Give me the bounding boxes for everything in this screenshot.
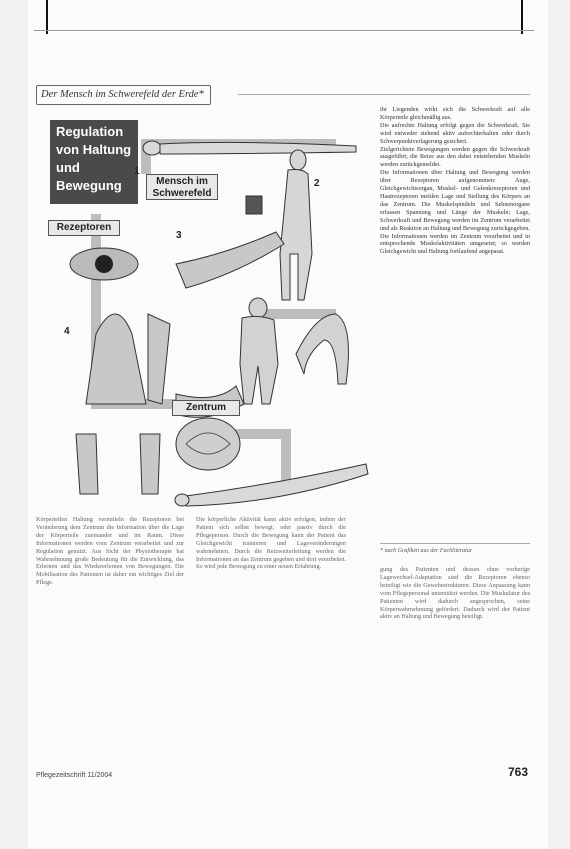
body-column-left: Körperteilen Haltung vermitteln die Rezeptoren bei Veränderung dem Zentrum die Information über die Lage der Körperteile zueinander und im Raum. Diese Informationen werden vom Zentrum verarbeitet und zur Regulation genutzt. Aus Sicht der Physiotherapie hat Wahrnehmung große Bedeutung für die Entwicklung, das Erlernen und das Wiedererlernen von Bewegungen. Die Mobilisation des Patienten ist daher ein wichtiges Ziel der Pflege. bbox=[36, 516, 184, 587]
body-column-middle: Die körperliche Aktivität kann aktiv erfolgen, indem der Patient sich selbst bewegt, oder passiv durch die Pflegeperson. Durch die Bewegung kann der Patient das Gleichgewicht trainieren und Lageveränderungen wahrnehmen. Durch die Reizweiterleitung werden die Informationen an das Zentrum gegeben und dort verarbeitet. So wird jede Bewegung zu einer neuen Erfahrung. bbox=[196, 516, 346, 571]
footnote-rule bbox=[380, 543, 530, 544]
figure-footnote: * nach Grafiken aus der Fachliteratur bbox=[380, 548, 473, 554]
center-box: Zentrum bbox=[172, 400, 240, 416]
legend-item: Die Informationen über Haltung und Bewegung werden über Rezeptoren aufgenommen: Auge, Gleichgewichtsorgan, Muskel- und Gelenkrezeptoren und Hautrezeptoren melden Lage und Stellung des Körpers an das Zentrum. Die Muskelspindeln und Sehnenorgane erfassen Spannung und Länge der Muskeln; Lage, Schwerkraft und Bewegung werden im Zentrum verarbeitet und als Reaktion an Haltung und Bewegung zurückgegeben. bbox=[380, 169, 530, 232]
legend-item: Die Informationen werden im Zentrum verarbeitet und in entsprechende Muskelaktivitäten umgesetzt; so werden Gleichgewicht und Haltung fortlaufend angepasst. bbox=[380, 232, 530, 256]
gravity-field-box: Mensch im Schwerefeld bbox=[146, 174, 218, 200]
eye-drawing bbox=[70, 248, 138, 280]
figure-number-3: 3 bbox=[176, 230, 182, 241]
figure-number-4: 4 bbox=[64, 326, 70, 337]
figure-number-1: 1 bbox=[134, 166, 140, 177]
figure-title-rule bbox=[238, 94, 530, 95]
figure-illustration bbox=[36, 104, 376, 510]
figure-title: Der Mensch im Schwerefeld der Erde* bbox=[36, 85, 211, 105]
top-rule bbox=[34, 30, 534, 31]
page-number: 763 bbox=[508, 765, 529, 779]
crop-mark-left bbox=[46, 0, 48, 34]
brain-drawing bbox=[176, 418, 240, 470]
legend-item: ihr Liegenden wirkt sich die Schwerkraft auf alle Körperteile gleichmäßig aus. bbox=[380, 106, 530, 121]
figure-legend-column bbox=[380, 106, 530, 540]
journal-footer: Pflegezeitschrift 11/2004 bbox=[36, 772, 113, 779]
body-column-right: gung des Patienten und dessen ohne vorherige Lagewechsel-Adaptation sind die Rezeptoren ebenso beteiligt wie die Gewebestrukturen. Diese Anpassung kann vom Pflegepersonal unterstützt werden. Die Muskulatur des Patienten wird dadurch angesprochen, seine Körperwahrnehmung gefördert. Dadurch wird der Patient aktiv an Haltung und Bewegung beteiligt. bbox=[380, 566, 530, 621]
receptors-box: Rezeptoren bbox=[48, 220, 120, 236]
regulation-title-box: Regulation von Haltung und Bewegung bbox=[50, 120, 138, 204]
standing-figure bbox=[246, 150, 312, 300]
legend-item: Die aufrechte Haltung erfolgt gegen die Schwerkraft. Sie wird entweder stehend aktiv aufrechterhalten oder durch Schwerpunktverlagerung gesichert. bbox=[380, 121, 530, 145]
figure-number-2: 2 bbox=[314, 178, 320, 189]
legend-item: Zielgerichtete Bewegungen werden gegen die Schwerkraft ausgeführt; die Reize aus den dabei entstehenden Muskeln werden zurückgemeldet. bbox=[380, 145, 530, 169]
crop-mark-right bbox=[521, 0, 523, 34]
